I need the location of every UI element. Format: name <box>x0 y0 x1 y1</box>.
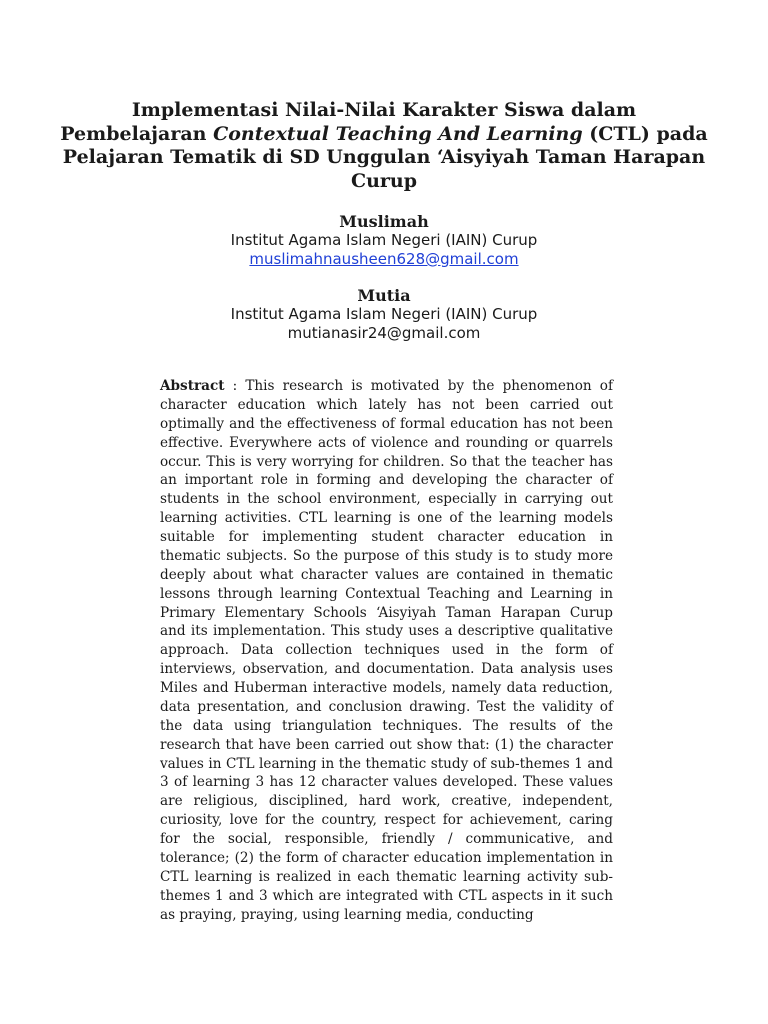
abstract-separator: : <box>224 378 246 394</box>
author-email: mutianasir24@gmail.com <box>287 324 481 342</box>
abstract-text: This research is motivated by the phenomenon of character education which lately has not been carried out optimally and the effectiveness of formal education has not been effective. Everywhere acts of violence and rounding or quarrels occur. This is very worrying for children. So that the teacher has an important role in forming and developing the character of students in the school environment, especially in carrying out learning activities. CTL learning is one of the learning models suitable for implementing student character education in thematic subjects. So the purpose of this study is to study more deeply about what character values are contained in thematic lessons through learning Contextual Teaching and Learning in Primary Elementary Schools ‘Aisyiyah Taman Harapan Curup and its implementation. This study uses a descriptive qualitative approach. Data collection techniques used in the form of interviews, observation, and documentation. Data analysis uses Miles and Huberman interactive models, namely data reduction, data presentation, and conclusion drawing. Test the validity of the data using triangulation techniques. The results of the research that have been carried out show that: (1) the character values in CTL learning in the thematic study of sub-themes 1 and 3 of learning 3 has 12 character values developed. These values are religious, disciplined, hard work, creative, independent, curiosity, love for the country, respect for achievement, caring for the social, responsible, friendly / communicative, and tolerance; (2) the form of character education implementation in CTL learning is realized in each thematic learning activity sub-themes 1 and 3 which are integrated with CTL aspects in it such as praying, praying, using learning media, conducting <box>160 378 613 923</box>
author-name: Mutia <box>357 286 411 305</box>
title-part-2-italic: Contextual Teaching And Learning <box>213 122 583 145</box>
abstract-paragraph <box>160 377 613 924</box>
author-email-link[interactable]: muslimahnausheen628@gmail.com <box>249 250 519 268</box>
author-name: Muslimah <box>339 212 429 231</box>
author-block-1 <box>60 212 708 269</box>
title-part-3: (CTL) pada Pelajaran Tematik di SD Unggulan ‘Aisyiyah Taman Harapan Curup <box>62 122 708 192</box>
paper-title <box>60 99 708 193</box>
abstract-label: Abstract <box>160 378 225 394</box>
author-block-2 <box>60 286 708 343</box>
author-affiliation: Institut Agama Islam Negeri (IAIN) Curup <box>230 231 538 249</box>
title-part-1: Implementasi Nilai-Nilai Karakter Siswa dalam Pembelajaran <box>60 99 637 145</box>
author-affiliation: Institut Agama Islam Negeri (IAIN) Curup <box>230 305 538 323</box>
